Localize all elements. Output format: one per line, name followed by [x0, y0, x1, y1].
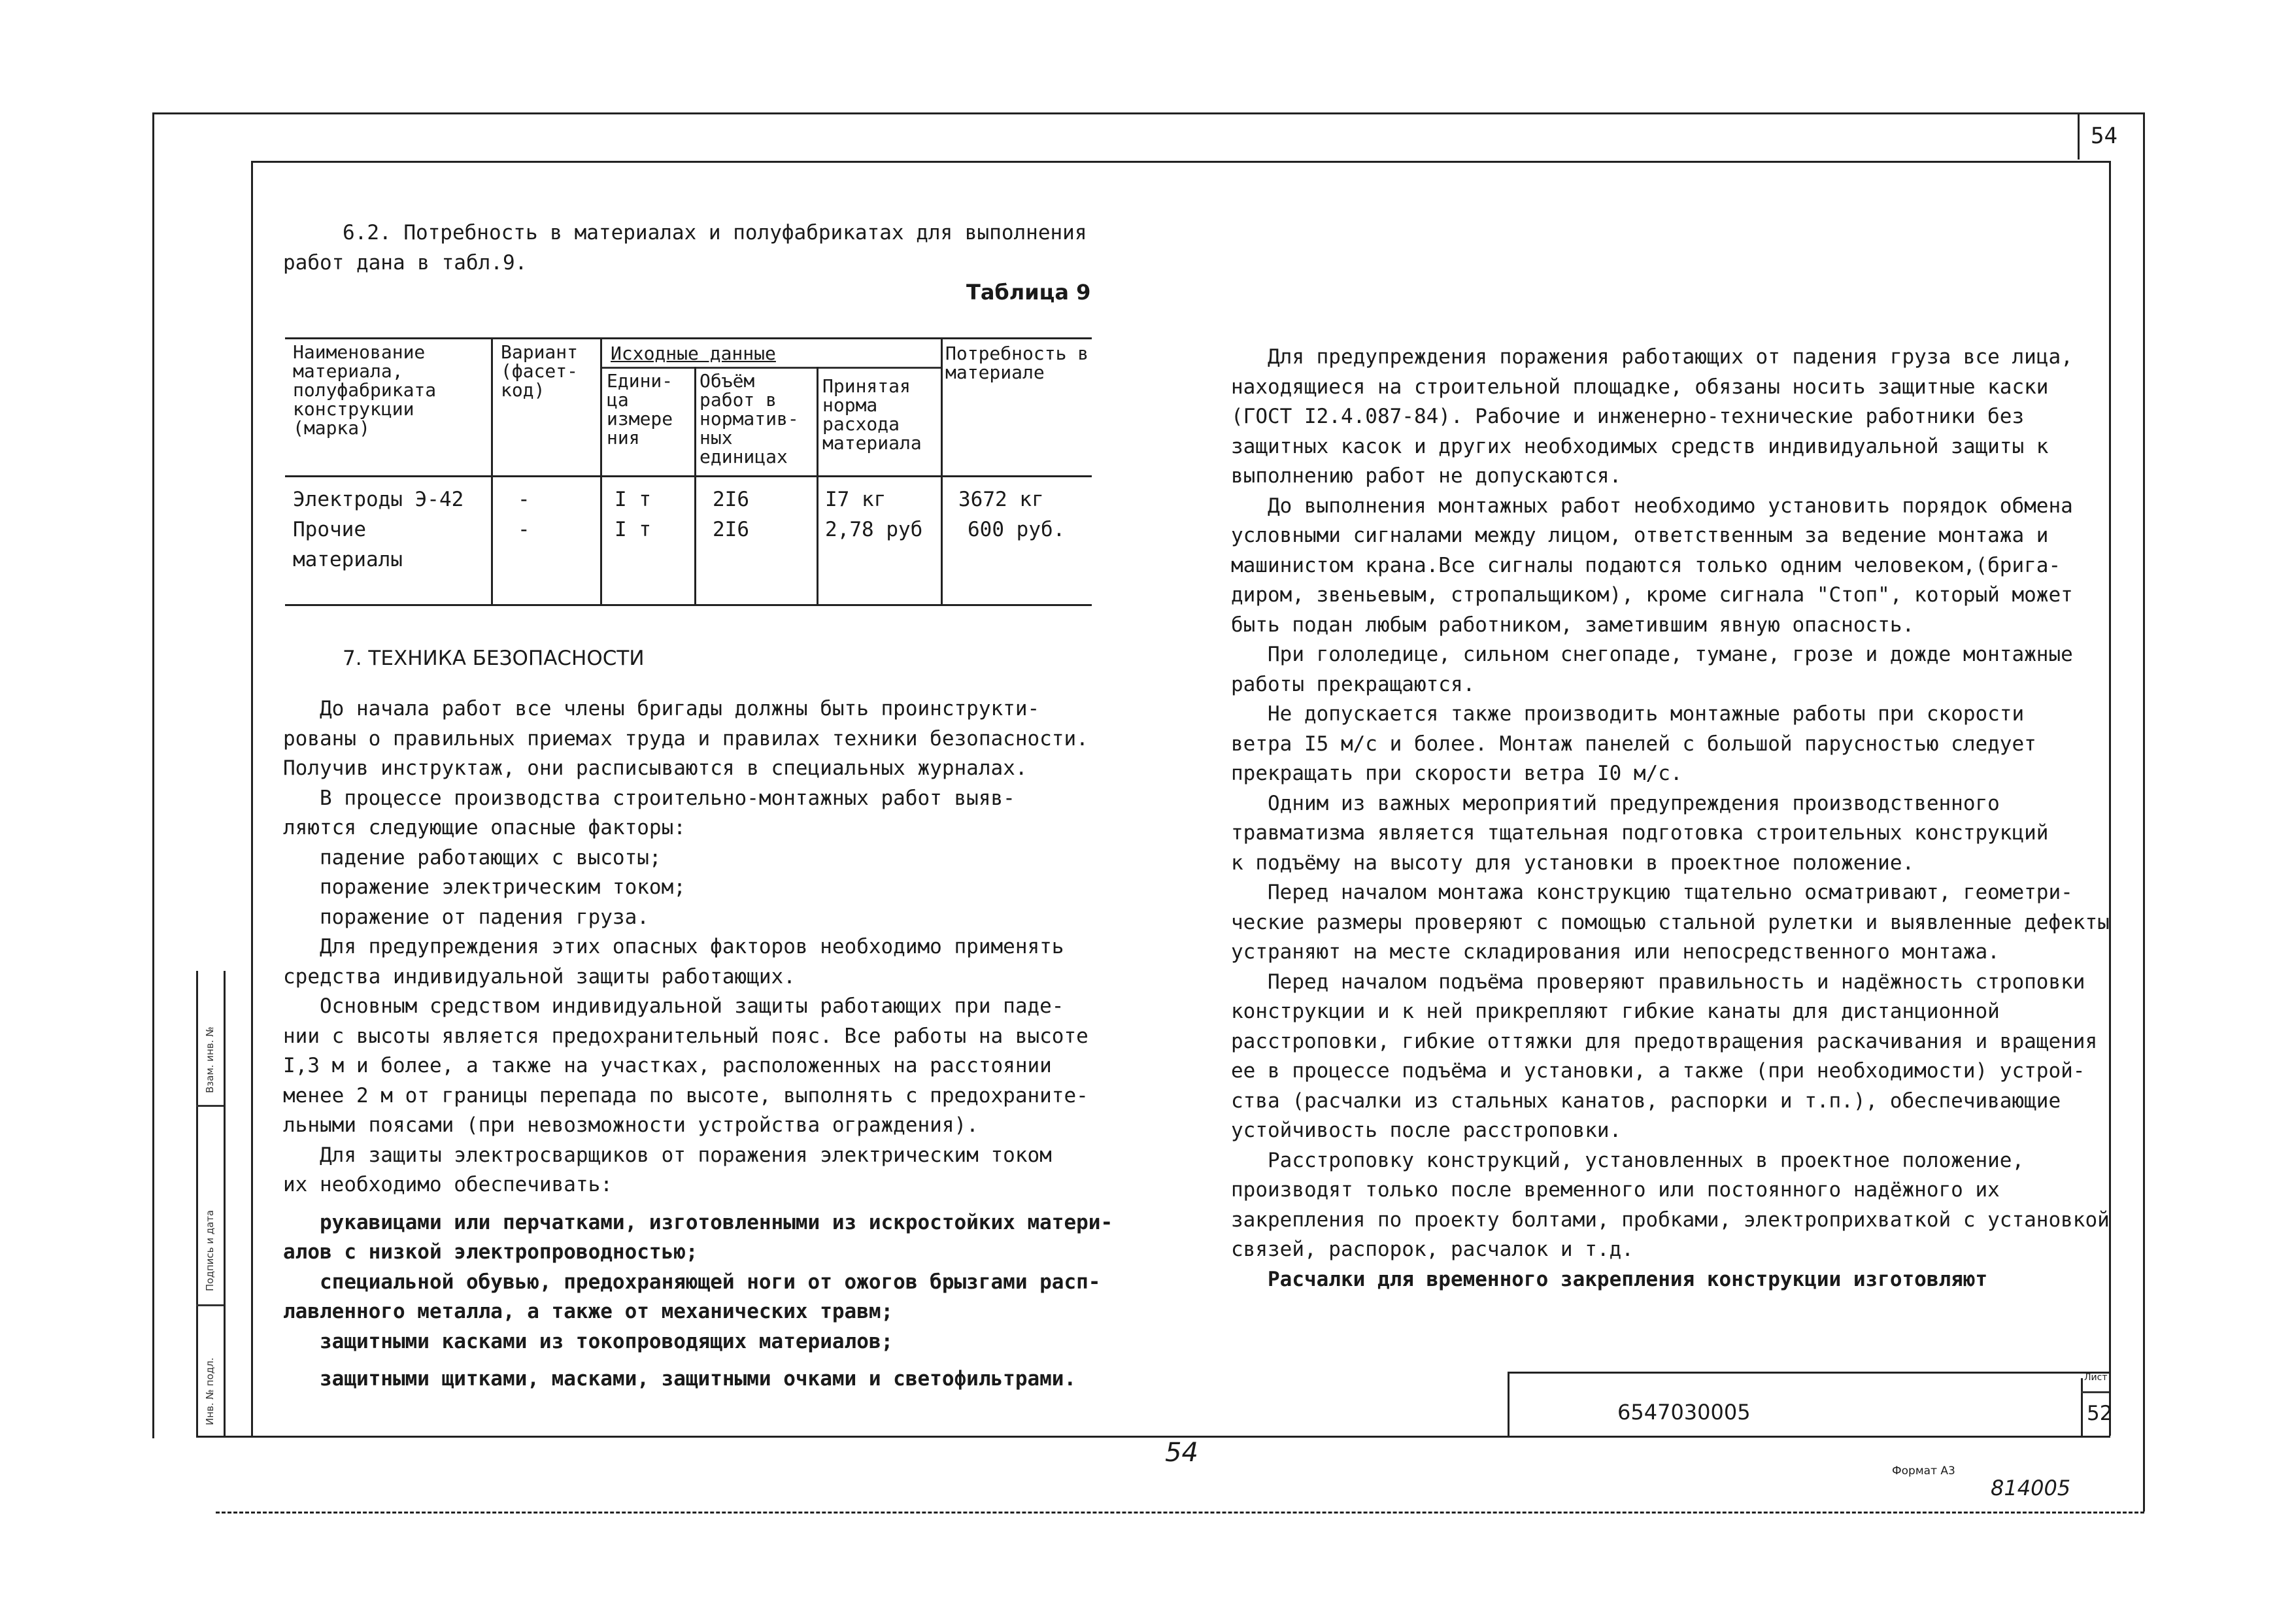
left-line: защитными щитками, масками, защитными очками и светофильтрами.: [283, 1367, 1077, 1391]
outer-left-border: [152, 112, 154, 1438]
th-name: Наименование материала, полуфабриката конструкции (марка): [293, 341, 437, 439]
right-line: ства (расчалки из стальных канатов, распорки и т.п.), обеспечивающие: [1231, 1089, 2061, 1113]
left-line: рукавицами или перчатками, изготовленными из искростойких матери-: [283, 1210, 1113, 1234]
intro-line-1: 6.2. Потребность в материалах и полуфабрикатах для выполнения: [343, 221, 1087, 245]
th-variant: Вариант (фасет-код): [501, 341, 579, 401]
right-line: находящиеся на строительной площадке, обязаны носить защитные каски: [1231, 375, 2049, 399]
right-line: машинистом крана.Все сигналы подаются только одним человеком,(брига-: [1231, 553, 2061, 577]
right-line: условными сигналами между лицом, ответственным за ведение монтажа и: [1231, 524, 2049, 547]
titleblock-sheet-line: [2081, 1391, 2109, 1393]
th-norm: Принятая норма расхода материала: [822, 375, 922, 454]
left-line: падение работающих с высоты;: [283, 845, 662, 870]
left-line: поражение электрическим током;: [283, 875, 686, 899]
inner-right-border: [2109, 161, 2111, 1436]
outer-top-border: [152, 112, 2143, 114]
table-subheader-line: [600, 367, 941, 369]
right-line: Для предупреждения поражения работающих от падения груза все лица,: [1231, 345, 2073, 369]
left-line: защитными касками из токопроводящих материалов;: [283, 1329, 894, 1353]
row1-need: 3672 кг: [958, 488, 1044, 511]
page-number-top: 54: [2091, 123, 2117, 149]
left-line: менее 2 м от границы перепада по высоте, выполнять с предохраните-: [283, 1083, 1088, 1108]
right-line: ветра I5 м/с и более. Монтаж панелей с большой парусностью следует: [1231, 732, 2036, 756]
document-code: 6547030005: [1617, 1400, 1751, 1425]
inner-left-border: [251, 161, 253, 1436]
row1-variant: -: [518, 488, 530, 511]
sheet-number: 52: [2087, 1402, 2113, 1425]
left-line: средства индивидуальной защиты работающих.: [283, 964, 796, 989]
th-source-data: Исходные данные: [611, 343, 776, 364]
right-line: Расчалки для временного закрепления конструкции изготовляют: [1231, 1267, 1988, 1291]
right-line: ее в процессе подъёма и установки, а также (при необходимости) устрой-: [1231, 1059, 2085, 1083]
left-line: специальной обувью, предохраняющей ноги от ожогов брызгами расп-: [283, 1270, 1101, 1294]
row2-volume: 2I6: [713, 518, 749, 541]
left-line: алов с низкой электропроводностью;: [283, 1240, 698, 1264]
intro-line-2: работ дана в табл.9.: [283, 251, 528, 275]
right-line: быть подан любым работником, заметившим явную опасность.: [1231, 613, 1915, 637]
section-title-safety: 7. ТЕХНИКА БЕЗОПАСНОСТИ: [343, 647, 645, 670]
stamp-label-original-inventory: Инв. № подл.: [204, 1357, 216, 1425]
right-line: устойчивость после расстроповки.: [1231, 1119, 1622, 1142]
left-line: В процессе производства строительно-монтажных работ выяв-: [283, 786, 1015, 810]
table-col-line-4: [817, 367, 818, 605]
right-line: (ГОСТ I2.4.087-84). Рабочие и инженерно-технические работники без: [1231, 405, 2025, 428]
outer-right-border: [2143, 112, 2145, 1512]
inner-bottom-border: [196, 1436, 2110, 1438]
table-title: Таблица 9: [966, 280, 1091, 305]
right-line: диром, звеньевым, стропальщиком), кроме сигнала "Стоп", который может: [1231, 583, 2073, 607]
left-line: льными поясами (при невозможности устройства ограждения).: [283, 1113, 979, 1137]
left-line: Получив инструктаж, они расписываются в специальных журналах.: [283, 756, 1028, 780]
titleblock-top-line: [1508, 1372, 2109, 1374]
right-line: прекращать при скорости ветра I0 м/с.: [1231, 762, 1683, 785]
right-line: закрепления по проекту болтами, пробками, электроприхваткой с установкой: [1231, 1208, 2110, 1232]
table-bottom-border: [285, 604, 1092, 606]
row1-name: Электроды Э-42: [293, 488, 464, 511]
left-line: нии с высоты является предохранительный пояс. Все работы на высоте: [283, 1024, 1088, 1048]
sheet-label: Лист: [2084, 1372, 2108, 1383]
left-line: Для предупреждения этих опасных факторов необходимо применять: [283, 935, 1064, 958]
titleblock-left-line: [1508, 1372, 1510, 1436]
right-body-text: [1231, 343, 2110, 1294]
right-line: выполнению работ не допускаются.: [1231, 464, 1622, 488]
format-label: Формат А3: [1892, 1464, 1955, 1478]
left-line: Основным средством индивидуальной защиты работающих при паде-: [283, 994, 1064, 1018]
row2-variant: -: [518, 518, 530, 541]
left-line: Для защиты электросварщиков от поражения электрическим током: [283, 1143, 1052, 1167]
left-body-text: [283, 694, 1153, 1395]
row1-unit: I т: [615, 488, 651, 511]
stamp-strip-line-2: [224, 971, 226, 1436]
right-line: расстроповки, гибкие оттяжки для предотвращения раскачивания и вращения: [1231, 1029, 2098, 1053]
table-col-line-2: [600, 337, 602, 605]
stamp-strip-line: [196, 971, 198, 1436]
left-line: ляются следующие опасные факторы:: [283, 816, 686, 839]
right-line: работы прекращаются.: [1231, 672, 1476, 696]
left-line: До начала работ все члены бригады должны быть проинструкти-: [283, 697, 1040, 720]
th-need: Потребность в материале: [945, 343, 1089, 383]
right-line: травматизма является тщательная подготовка строительных конструкций: [1231, 821, 2049, 845]
stamp-divider-2: [196, 1304, 224, 1306]
right-line: Расстроповку конструкций, установленных в проектное положение,: [1231, 1148, 2025, 1172]
titleblock-sheet-divider: [2081, 1378, 2083, 1436]
row2-need: 600 руб.: [968, 518, 1066, 541]
row2-name: Прочие материалы: [293, 518, 403, 571]
page-box-divider: [2078, 112, 2080, 160]
row2-unit: I т: [615, 518, 651, 541]
right-line: До выполнения монтажных работ необходимо установить порядок обмена: [1231, 494, 2073, 518]
stamp-divider-1: [196, 1105, 224, 1107]
right-line: конструкции и к ней прикрепляют гибкие канаты для дистанционной: [1231, 1000, 2000, 1023]
materials-table: [285, 337, 1092, 605]
handwritten-page-number: 54: [1165, 1438, 1198, 1468]
right-line: При гололедице, сильном снегопаде, тумане, грозе и дожде монтажные: [1231, 643, 2073, 666]
left-line: поражение от падения груза.: [283, 905, 649, 929]
left-line: лавленного металла, а также от механических травм;: [283, 1300, 894, 1323]
table-top-border: [285, 337, 1092, 339]
table-col-line-3: [694, 367, 696, 605]
right-line: устраняют на месте складирования или непосредственного монтажа.: [1231, 940, 2000, 964]
archive-number: 814005: [1991, 1476, 2071, 1500]
th-unit: Едини-ца измере ния: [607, 370, 673, 448]
right-line: ческие размеры проверяют с помощью стальной рулетки и выявленные дефекты: [1231, 910, 2110, 934]
right-line: Одним из важных мероприятий предупреждения производственного: [1231, 791, 2000, 815]
right-line: к подъёму на высоту для установки в проектное положение.: [1231, 851, 1915, 875]
table-col-line-5: [941, 337, 943, 605]
table-col-line-1: [491, 337, 493, 605]
stamp-label-signature-date: Подпись и дата: [204, 1210, 216, 1291]
right-line: производят только после временного или постоянного надёжного их: [1231, 1178, 2000, 1202]
right-line: Не допускается также производить монтажные работы при скорости: [1231, 702, 2025, 726]
right-line: защитных касок и других необходимых средств индивидуальной защиты к: [1231, 434, 2049, 458]
table-header-bottom: [285, 475, 1092, 477]
right-line: связей, распорок, расчалок и т.д.: [1231, 1238, 1634, 1261]
right-line: Перед началом подъёма проверяют правильность и надёжность строповки: [1231, 970, 2085, 994]
stamp-label-replaced-inventory: Взам. инв. №: [204, 1026, 216, 1093]
left-line: рованы о правильных приемах труда и правилах техники безопасности.: [283, 726, 1088, 751]
row2-norm: 2,78 руб: [825, 518, 923, 541]
left-line: I,3 м и более, а также на участках, расположенных на расстоянии: [283, 1054, 1052, 1077]
row1-norm: I7 кг: [825, 488, 886, 511]
left-line: их необходимо обеспечивать:: [283, 1173, 613, 1196]
row1-volume: 2I6: [713, 488, 749, 511]
right-line: Перед началом монтажа конструкцию тщательно осматривают, геометри-: [1231, 881, 2073, 904]
th-volume: Объём работ в норматив- ных единицах: [700, 370, 799, 467]
inner-top-border: [251, 161, 2110, 163]
outer-bottom-border: [216, 1512, 2144, 1514]
